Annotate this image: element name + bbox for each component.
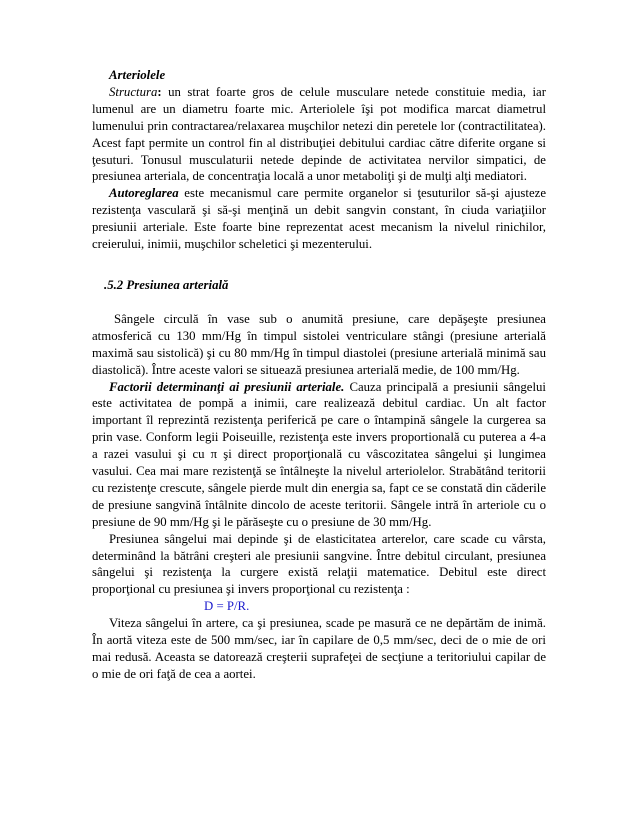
structure-colon: :	[157, 84, 162, 99]
autoregulation-text: este mecanismul care permite organelor si ţesuturilor să-şi ajusteze rezistenţa vasculară şi să-şi menţină un debit sangvin constant, în ciuda variaţiilor presiunii arteriale. Este foarte bine reprezentat acest mecanism la nivelul rinichilor, creierului, inimii, muşchilor scheletici şi mezenterului.	[92, 186, 546, 252]
structure-text: un strat foarte gros de celule musculare netede constituie media, iar lumenul are un diametru foarte mic. Arteriolele îşi pot modifica marcat diametrul lumenului prin contractarea/relaxarea muşchilor netezi din peretele lor (contractilitatea). Acest fapt permite un control fin al distribuţiei debitului cardiac către diferite organe si ţesuturi. Tonusul musculaturii netede depinde de activitatea nervilor simpatici, de presiunea arteriala, de concentraţia locală a unor metaboliţi şi de mulţi alţi mediatori.	[92, 84, 546, 184]
factors-label: Factorii determinanţi ai presiunii arteriale.	[109, 379, 345, 394]
section-heading: .5.2 Presiunea arterială	[104, 277, 229, 292]
pressure-paragraph: Sângele circulă în vase sub o anumită presiune, care depăşeşte presiunea atmosferică cu 130 mm/Hg în timpul sistolei ventriculare stângi (presiune arterială maximă sau sistolică) şi cu 80 mm/Hg în timpul diastolei (presiune arterială minimă sau diastolică). Între aceste valori se situează presiunea arterială medie, de 100 mm/Hg.	[92, 311, 546, 377]
arterioles-heading: Arteriolele	[109, 68, 166, 82]
autoregulation-label: Autoreglarea	[109, 186, 179, 201]
structure-paragraph	[92, 84, 546, 185]
velocity-paragraph: Viteza sângelui în artere, ca şi presiunea, scade pe masură ce ne depărtăm de inimă. În aortă viteza este de 500 mm/sec, iar în capilare de 0,5 mm/sec, deci de o mie de ori mai redusă. Aceasta se datorează creşterii suprafeţei de secţiune a teritoriului capilar de o mie de ori faţă de cea a aortei.	[92, 616, 546, 681]
flow-formula: D = P/R.	[204, 599, 250, 614]
factors-paragraph	[92, 379, 546, 531]
autoregulation-paragraph	[92, 185, 546, 253]
structure-label: Structura	[109, 84, 158, 99]
elasticity-paragraph: Presiunea sângelui mai depinde şi de elasticitatea arterelor, care scade cu vârsta, determinând la bătrâni creşteri ale presiunii sangvine. Între debitul circulant, presiunea sângelui şi rezistenţa la curgere există relaţii matematice. Debitul este direct proporţional cu presiunea şi invers proporţional cu rezistenţa :	[92, 531, 546, 597]
factors-text: Cauza principală a presiunii sângelui este activitatea de pompă a inimii, care realizează debitul cardiac. Un alt factor important îl reprezintă rezistenţa periferică pe care o întampină sângele la curgerea sa prin vase. Conform legii Poiseuille, rezistenţa este invers proportională cu puterea a 4-a a razei vasului şi cu π şi direct proporţională cu vâscozitatea sângelui şi lungimea vasului. Cea mai mare rezistenţă se întâlneşte la nivelul arteriolelor. Strabătând teritorii cu rezistenţe crescute, sângele pierde mult din energia sa, fapt ce se constată din căderile de presiune sangvină întâlnite dincolo de aceste teritorii. Sângele intră în arteriole cu o presiune de 90 mm/Hg şi le părăseşte cu o presiune de 30 mm/Hg.	[92, 379, 546, 529]
document-body	[92, 67, 546, 683]
